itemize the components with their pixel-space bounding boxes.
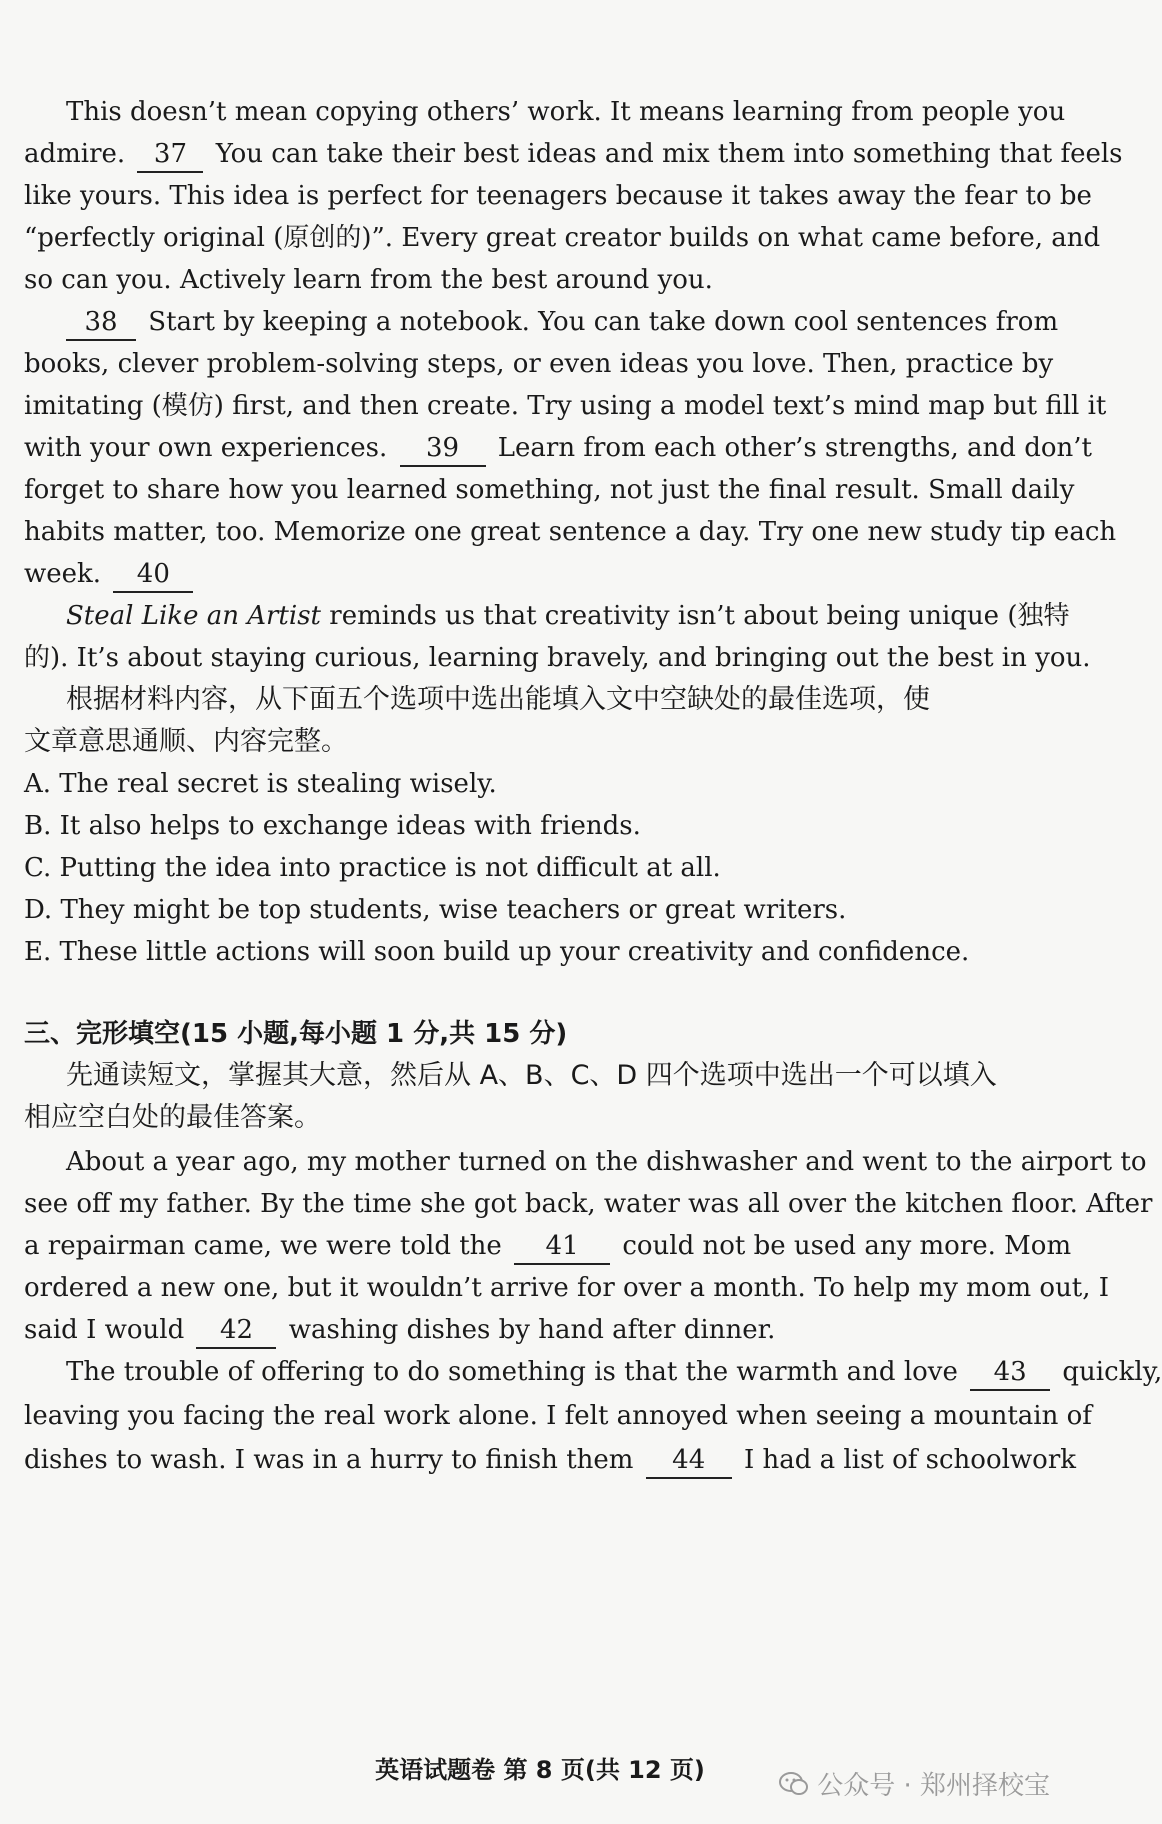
- passage-text: I had a list of schoolwork: [743, 1445, 1077, 1475]
- wechat-icon: [779, 1771, 809, 1797]
- passage-text: with your own experiences.: [24, 433, 388, 463]
- passage-text: 的). It’s about staying curious, learning bravely, and bringing out the best in you.: [24, 643, 1091, 673]
- option-d: [24, 890, 1034, 930]
- blank-43: 43: [970, 1355, 1050, 1391]
- option-text: B. It also helps to exchange ideas with friends.: [24, 811, 641, 841]
- option-a: [24, 764, 1034, 804]
- section-heading: [24, 1014, 1034, 1054]
- option-c: [24, 848, 1034, 888]
- passage-line: [24, 470, 1075, 510]
- passage-text: About a year ago, my mother turned on the dishwasher and went to the airport to: [66, 1147, 1147, 1177]
- passage-line: [24, 512, 1117, 552]
- instruction-line: [24, 680, 1034, 720]
- passage-line: [24, 1396, 1092, 1436]
- passage-line: [24, 428, 1092, 468]
- option-text: A. The real secret is stealing wisely.: [24, 769, 497, 799]
- option-text: E. These little actions will soon build up your creativity and confidence.: [24, 937, 970, 967]
- passage-line: [24, 344, 1054, 384]
- passage-text: Learn from each other’s strengths, and don’t: [497, 433, 1092, 463]
- passage-line: [24, 1142, 1147, 1182]
- blank-44: 44: [646, 1443, 732, 1479]
- instruction-text: 根据材料内容，从下面五个选项中选出能填入文中空缺处的最佳选项，使: [66, 684, 930, 715]
- blank-41: 41: [514, 1229, 610, 1265]
- option-text: C. Putting the idea into practice is not difficult at all.: [24, 853, 721, 883]
- passage-text: You can take their best ideas and mix them into something that feels: [215, 139, 1123, 169]
- option-b: [24, 806, 1034, 846]
- passage-line: [24, 554, 1034, 594]
- passage-line: [24, 1310, 1034, 1350]
- passage-text: a repairman came, we were told the: [24, 1231, 502, 1261]
- option-e: [24, 932, 1034, 972]
- passage-text: imitating (模仿) first, and then create. Try using a model text’s mind map but fill it: [24, 391, 1107, 421]
- passage-text: said I would: [24, 1315, 185, 1345]
- blank-37: 37: [137, 137, 203, 173]
- passage-line: [24, 1440, 1077, 1480]
- passage-line: [24, 596, 1070, 636]
- passage-line: [24, 1352, 1162, 1392]
- passage-text: books, clever problem-solving steps, or even ideas you love. Then, practice by: [24, 349, 1054, 379]
- passage-text: Start by keeping a notebook. You can take down cool sentences from: [148, 307, 1059, 337]
- passage-text: quickly,: [1062, 1357, 1162, 1387]
- passage-text: week.: [24, 559, 102, 589]
- passage-line: [24, 1226, 1072, 1266]
- passage-line: [24, 386, 1107, 426]
- passage-text: dishes to wash. I was in a hurry to finish them: [24, 1445, 634, 1475]
- passage-text: The trouble of offering to do something is that the warmth and love: [66, 1357, 958, 1387]
- passage-text: This doesn’t mean copying others’ work. It means learning from people you: [66, 97, 1066, 127]
- instruction-line: [24, 722, 1034, 762]
- passage-text: like yours. This idea is perfect for teenagers because it takes away the fear to be: [24, 181, 1092, 211]
- passage-line: [24, 92, 1066, 132]
- section-title: 三、完形填空(15 小题,每小题 1 分,共 15 分): [24, 1019, 568, 1049]
- passage-text: leaving you facing the real work alone. I felt annoyed when seeing a mountain of: [24, 1401, 1092, 1431]
- passage-text: so can you. Actively learn from the best around you.: [24, 265, 713, 295]
- passage-text: see off my father. By the time she got back, water was all over the kitchen floor. After: [24, 1189, 1153, 1219]
- passage-line: [24, 176, 1092, 216]
- instruction-text: 先通读短文，掌握其大意，然后从 A、B、C、D 四个选项中选出一个可以填入: [66, 1060, 997, 1091]
- wechat-watermark: [779, 1765, 1050, 1802]
- passage-line: [24, 260, 1034, 300]
- blank-38: 38: [66, 305, 136, 341]
- passage-line: [24, 218, 1101, 258]
- passage-line: [24, 134, 1123, 174]
- passage-text: forget to share how you learned something, not just the final result. Small daily: [24, 475, 1075, 505]
- page-number-label: 英语试题卷 第 8 页(共 12 页): [375, 1756, 705, 1784]
- passage-line: [24, 1184, 1153, 1224]
- instruction-line: [24, 1056, 1034, 1096]
- passage-text: admire.: [24, 139, 126, 169]
- passage-line: [24, 302, 1059, 342]
- instruction-text: 文章意思通顺、内容完整。: [24, 726, 348, 757]
- passage-line: [24, 638, 1091, 678]
- passage-text: habits matter, too. Memorize one great sentence a day. Try one new study tip each: [24, 517, 1117, 547]
- book-title: Steal Like an Artist: [66, 601, 321, 631]
- passage-line: [24, 1268, 1110, 1308]
- blank-40: 40: [113, 557, 193, 593]
- passage-text: ordered a new one, but it wouldn’t arrive for over a month. To help my mom out, I: [24, 1273, 1110, 1303]
- instruction-text: 相应空白处的最佳答案。: [24, 1102, 321, 1133]
- passage-text: could not be used any more. Mom: [622, 1231, 1072, 1261]
- watermark-text: 公众号 · 郑州择校宝: [817, 1771, 1050, 1801]
- instruction-line: [24, 1098, 1034, 1138]
- option-text: D. They might be top students, wise teachers or great writers.: [24, 895, 847, 925]
- passage-text: “perfectly original (原创的)”. Every great creator builds on what came before, and: [24, 223, 1101, 253]
- blank-42: 42: [196, 1313, 276, 1349]
- blank-39: 39: [400, 431, 486, 467]
- passage-text: reminds us that creativity isn’t about being unique (独特: [321, 601, 1070, 631]
- passage-text: washing dishes by hand after dinner.: [288, 1315, 776, 1345]
